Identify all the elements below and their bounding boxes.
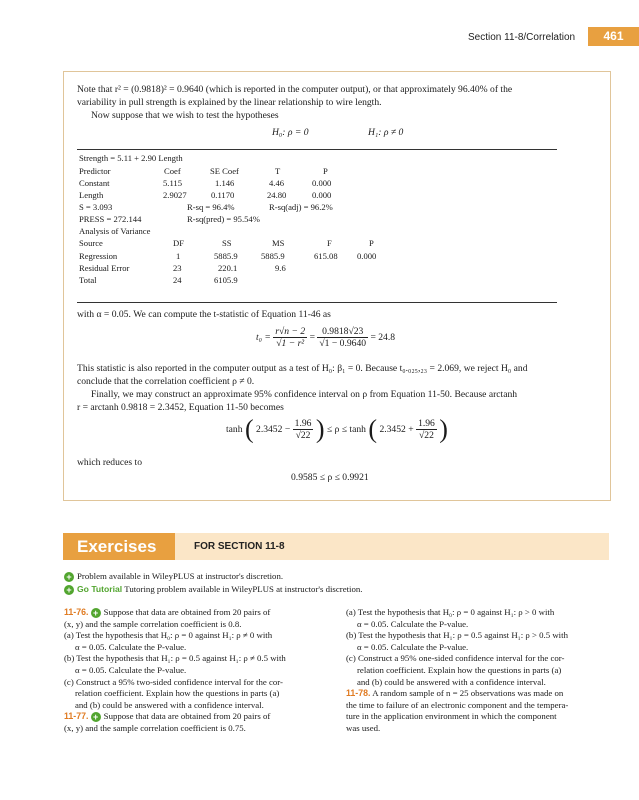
exercise-text: Suppose that data are obtained from 20 pairs of: [103, 607, 271, 617]
note-paragraph: [77, 84, 599, 109]
exercise-part-a-cont: α = 0.05. Calculate the P-value.: [357, 618, 469, 629]
exercise-number: 11-78.: [346, 688, 371, 699]
exercise-part-c-cont: and (b) could be answered with a confidence interval.: [75, 699, 264, 710]
anova-title: Analysis of Variance: [79, 226, 151, 236]
ci-fraction-right: [416, 418, 437, 441]
coef-header-secoef: SE Coef: [210, 166, 239, 176]
exercise-part-c-cont: relation coefficient. Explain how the questions in parts (a): [357, 664, 562, 675]
ci-center-left: 2.3452: [256, 424, 283, 435]
exercise-text: (x, y) and the sample correlation coefficient is 0.75.: [64, 722, 246, 733]
ci-frac-num-left: 1.96: [294, 418, 312, 429]
anova-row-total: [79, 275, 399, 287]
exercise-part-a: (a) Test the hypothesis that H₀: ρ = 0 against H₁: ρ > 0 with: [346, 607, 555, 617]
hypothesis-h0: H₀: ρ = 0: [272, 127, 309, 138]
go-tutorial-label: Go Tutorial: [77, 584, 123, 594]
coef-row-constant: [79, 178, 379, 190]
output-rule-top: [77, 149, 557, 150]
plus-icon: +: [91, 712, 101, 722]
exercise-text: A random sample of n = 25 observations was made on: [372, 688, 564, 699]
t-eq-fraction-2: [317, 326, 368, 349]
exercise-11-78: [346, 688, 610, 734]
suppose-line: Now suppose that we wish to test the hypotheses: [91, 110, 279, 121]
coef-header-row: [79, 166, 379, 178]
output-rule-bottom: [77, 302, 557, 303]
exercise-part-c: (c) Construct a 95% one-sided confidence interval for the cor-: [346, 653, 565, 664]
stat-line-2: conclude that the correlation coefficient ρ ≠ 0.: [77, 375, 255, 387]
press-line: [79, 214, 399, 226]
exercise-number: 11-77.: [64, 711, 89, 722]
coef-header-coef: Coef: [164, 166, 181, 176]
plus-icon: +: [64, 585, 74, 595]
wileyplus-note-text: Problem available in WileyPLUS at instructor's discretion.: [77, 571, 284, 581]
table-cell: DF: [173, 238, 184, 248]
t-eq-num1: r√n − 2: [275, 326, 306, 337]
table-cell: 23: [173, 263, 182, 273]
table-cell: 0.000: [357, 251, 377, 261]
table-cell: Length: [79, 190, 104, 200]
table-cell: SS: [222, 238, 232, 248]
exercise-text: the time to failure of an electronic component and the tempera-: [346, 699, 569, 710]
stat-line-1: This statistic is also reported in the computer output as a test of H₀: β₁ = 0. Because t₀.₀₂₅,₂₃ = 2.069, we reject H₀ and: [77, 363, 528, 374]
coef-header-predictor: Predictor: [79, 166, 111, 176]
ci-equation: [226, 414, 448, 444]
t-eq-fraction-1: [273, 326, 307, 349]
anova-header-row: [79, 238, 399, 250]
plus-icon: +: [91, 608, 101, 618]
ci-paren-open-left: (: [244, 414, 254, 444]
t-eq-den2: √1 − 0.9640: [319, 338, 367, 349]
t-eq-den1: √1 − r²: [276, 338, 305, 349]
exercise-11-77: [64, 711, 332, 734]
table-cell: 24: [173, 275, 182, 285]
s-line: [79, 202, 399, 214]
table-cell: 615.08: [314, 251, 338, 261]
exercise-11-76: [64, 607, 332, 711]
ci-minus: −: [284, 424, 291, 435]
tutorial-note: [64, 584, 362, 596]
table-cell: Source: [79, 238, 103, 248]
exercise-text: Suppose that data are obtained from 20 pairs of: [103, 711, 271, 722]
exercise-text: was used.: [346, 722, 381, 733]
ci-center-right: 2.3452: [379, 424, 406, 435]
t-eq-lhs: t₀ =: [256, 332, 271, 343]
t-eq-num2: 0.9818√23: [317, 326, 368, 338]
running-header-section: Section 11-8/Correlation: [468, 32, 576, 43]
wileyplus-note: [64, 571, 283, 583]
table-cell: 6105.9: [214, 275, 238, 285]
ci-frac-den-left: √22: [295, 430, 311, 441]
regression-equation: Strength = 5.11 + 2.90 Length: [79, 153, 183, 163]
coef-row-length: [79, 190, 379, 202]
exercise-part-c: (c) Construct a 95% two-sided confidence interval for the cor-: [64, 676, 283, 687]
coef-header-t: T: [275, 166, 281, 176]
ci-frac-num-right: 1.96: [418, 418, 435, 429]
anova-row-residual: [79, 263, 399, 275]
page-number: 461: [588, 27, 639, 46]
t-eq-result: = 24.8: [370, 332, 396, 343]
exercise-part-b: (b) Test the hypothesis that H₁: ρ = 0.5 against H₁: ρ > 0.5 with: [346, 630, 568, 641]
exercise-part-b-cont: α = 0.05. Calculate the P-value.: [357, 641, 469, 652]
table-cell: Total: [79, 275, 97, 285]
table-cell: Regression: [79, 251, 118, 261]
table-cell: 0.1170: [211, 190, 235, 200]
exercise-part-a: (a) Test the hypothesis that H₀: ρ = 0 against H₁: ρ ≠ 0 with: [64, 630, 273, 641]
table-cell: 0.000: [312, 178, 332, 188]
exercise-part-a-cont: α = 0.05. Calculate the P-value.: [75, 641, 187, 652]
table-cell: R-sq(adj) = 96.2%: [269, 202, 333, 212]
table-cell: F: [327, 238, 332, 248]
table-cell: 1.146: [215, 178, 235, 188]
exercise-text: (x, y) and the sample correlation coefficient is 0.8.: [64, 618, 242, 629]
ci-mid: ≤ ρ ≤ tanh: [326, 424, 366, 435]
table-cell: 220.1: [218, 263, 238, 273]
ci-fraction-left: [293, 418, 314, 441]
exercise-column-left: [64, 607, 332, 735]
t-statistic-equation: [256, 326, 395, 349]
table-cell: MS: [272, 238, 285, 248]
reduces-line: which reduces to: [77, 457, 143, 468]
table-cell: 9.6: [275, 263, 286, 273]
table-cell: 2.9027: [163, 190, 187, 200]
anova-row-regression: [79, 251, 399, 263]
ci-paren-close-left: ): [315, 414, 325, 444]
table-cell: P: [369, 238, 374, 248]
note-line-1: Note that r² = (0.9818)² = 0.9640 (which is reported in the computer output), or that approximately 96.40% of the: [77, 84, 513, 95]
hypothesis-h1: H₁: ρ ≠ 0: [368, 127, 404, 138]
ci-tanh-left: tanh: [226, 424, 243, 435]
table-cell: 1: [176, 251, 181, 261]
table-cell: R-sq = 96.4%: [187, 202, 235, 212]
ci-paren-open-right: (: [368, 414, 378, 444]
with-alpha-line: with α = 0.05. We can compute the t-statistic of Equation 11-46 as: [77, 309, 331, 320]
exercises-title: Exercises: [63, 533, 175, 560]
plus-icon: +: [64, 572, 74, 582]
t-eq-equals: =: [309, 332, 315, 343]
ci-plus: +: [408, 424, 414, 435]
exercises-for-section: FOR SECTION 11-8: [194, 541, 285, 552]
exercise-part-b: (b) Test the hypothesis that H₁: ρ = 0.5 against H₁: ρ ≠ 0.5 with: [64, 653, 286, 664]
exercise-number: 11-76.: [64, 607, 89, 617]
table-cell: R-sq(pred) = 95.54%: [187, 214, 260, 224]
table-cell: S = 3.093: [79, 202, 113, 212]
exercise-part-c-cont: relation coefficient. Explain how the questions in parts (a): [75, 688, 280, 699]
table-cell: 5.115: [163, 178, 183, 188]
table-cell: Constant: [79, 178, 110, 188]
statistic-paragraph: [77, 363, 599, 388]
table-cell: Residual Error: [79, 263, 130, 273]
exercise-text: ture in the application environment in which the component: [346, 711, 557, 722]
final-ci: 0.9585 ≤ ρ ≤ 0.9921: [291, 472, 369, 483]
finally-paragraph: [77, 389, 599, 414]
table-cell: 4.46: [269, 178, 285, 188]
table-cell: PRESS = 272.144: [79, 214, 142, 224]
ci-frac-den-right: √22: [419, 430, 434, 441]
tutorial-note-text: Tutoring problem available in WileyPLUS at instructor's discretion.: [124, 584, 363, 594]
table-cell: 5885.9: [214, 251, 238, 261]
coef-header-p: P: [323, 166, 328, 176]
finally-line-2: r = arctanh 0.9818 = 2.3452, Equation 11-50 becomes: [77, 401, 284, 413]
exercise-part-b-cont: α = 0.05. Calculate the P-value.: [75, 664, 187, 675]
table-cell: 0.000: [312, 190, 332, 200]
table-cell: 5885.9: [261, 251, 285, 261]
ci-paren-close-right: ): [439, 414, 448, 444]
exercise-column-right: [346, 607, 610, 735]
exercise-part-c-cont: and (b) could be answered with a confidence interval.: [357, 676, 546, 687]
table-cell: 24.80: [267, 190, 287, 200]
note-line-2: variability in pull strength is explained by the linear relationship to wire length.: [77, 96, 382, 108]
finally-line-1: Finally, we may construct an approximate 95% confidence interval on ρ from Equation 11-50. Because arctanh: [91, 389, 518, 400]
